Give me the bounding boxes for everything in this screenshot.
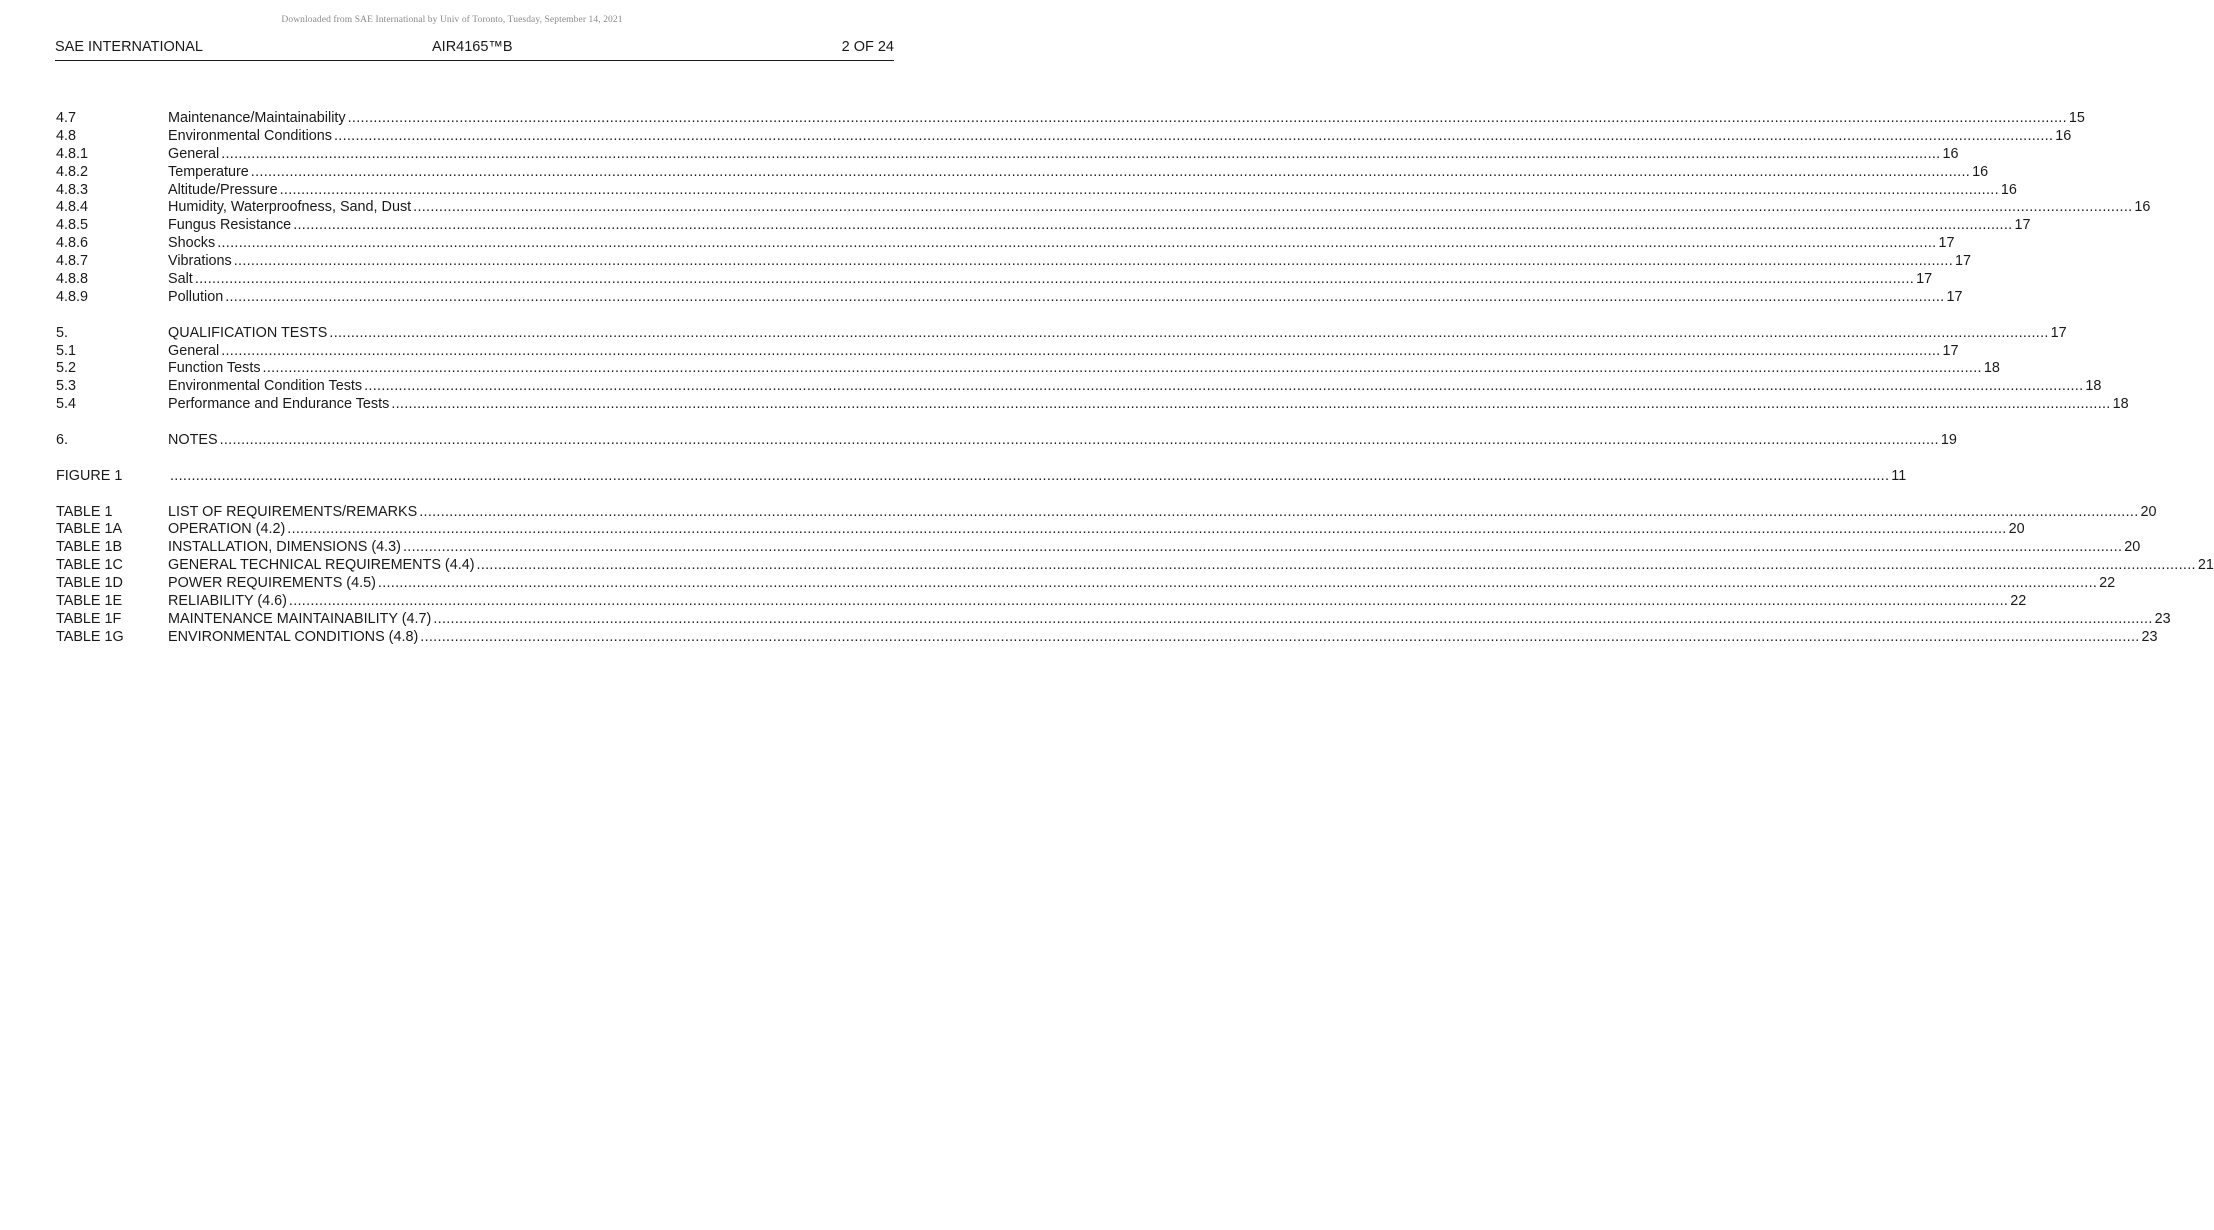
toc-dot-leader: ................................................................................................................................................................................................................................................................................................................................................................................................................: [233, 253, 1954, 270]
toc-dot-leader: ................................................................................................................................................................................................................................................................................................................................................................................................................: [419, 503, 2139, 520]
toc-dot-leader: ................................................................................................................................................................................................................................................................................................................................................................................................................: [221, 342, 1941, 359]
toc-dot-leader: ................................................................................................................................................................................................................................................................................................................................................................................................................: [391, 396, 2111, 413]
table-of-contents: [56, 110, 2214, 647]
toc-entry-page: 23: [2141, 628, 2158, 645]
toc-dot-leader: ................................................................................................................................................................................................................................................................................................................................................................................................................: [402, 539, 2123, 556]
toc-spacer: [56, 307, 894, 325]
toc-entry-title: Environmental Conditions: [168, 127, 332, 144]
toc-entry-title: Temperature: [168, 163, 249, 180]
toc-entry-number: TABLE 1B: [56, 539, 123, 556]
toc-spacer: [56, 414, 894, 432]
toc-entry-number: TABLE 1: [56, 503, 113, 520]
toc-dot-leader: ................................................................................................................................................................................................................................................................................................................................................................................................................: [217, 235, 1937, 252]
toc-entry-number: 4.8.7: [56, 253, 89, 270]
toc-dot-leader: ................................................................................................................................................................................................................................................................................................................................................................................................................: [194, 271, 1915, 288]
toc-entry-number: 4.7: [56, 110, 77, 126]
toc-entry-page: 20: [2140, 503, 2157, 520]
toc-entry-page: 23: [2154, 610, 2171, 627]
toc-dot-leader: ................................................................................................................................................................................................................................................................................................................................................................................................................: [219, 432, 1939, 449]
toc-entry-number: 4.8: [56, 127, 77, 144]
toc-dot-leader: ................................................................................................................................................................................................................................................................................................................................................................................................................: [364, 378, 2084, 395]
download-watermark: Downloaded from SAE International by Univ of Toronto, Tuesday, September 14, 2021: [281, 15, 623, 25]
toc-entry-title: OPERATION (4.2): [168, 521, 286, 538]
toc-entry-page: 11: [1891, 467, 1907, 484]
toc-entry-page: 16: [2000, 181, 2017, 198]
toc-entry-number: TABLE 1D: [56, 575, 123, 592]
toc-entry-page: 17: [2050, 324, 2067, 341]
toc-dot-leader: ................................................................................................................................................................................................................................................................................................................................................................................................................: [420, 628, 2140, 645]
toc-entry-number: 5.3: [56, 378, 77, 395]
toc-dot-leader: ................................................................................................................................................................................................................................................................................................................................................................................................................: [433, 610, 2153, 627]
toc-entry-number: 4.8.8: [56, 271, 89, 288]
toc-entry-title: Salt: [168, 271, 193, 288]
toc-entry-page: 18: [2085, 378, 2102, 395]
toc-entry[interactable]: [56, 593, 2027, 611]
toc-entry-number: 5.4: [56, 396, 77, 413]
toc-dot-leader: ................................................................................................................................................................................................................................................................................................................................................................................................................: [170, 467, 1890, 484]
toc-entry[interactable]: [56, 539, 2141, 557]
toc-entry-title: Maintenance/Maintainability: [168, 110, 346, 126]
toc-entry-title: INSTALLATION, DIMENSIONS (4.3): [168, 539, 401, 556]
toc-entry[interactable]: [56, 217, 2031, 235]
toc-entry-title: General: [168, 145, 220, 162]
toc-entry-page: 17: [1946, 288, 1963, 305]
toc-dot-leader: ................................................................................................................................................................................................................................................................................................................................................................................................................: [413, 199, 2133, 216]
toc-entry-title: Function Tests: [168, 360, 261, 377]
toc-dot-leader: ................................................................................................................................................................................................................................................................................................................................................................................................................: [329, 324, 2049, 341]
toc-entry-page: 16: [1942, 145, 1959, 162]
toc-entry-number: 4.8.5: [56, 217, 89, 234]
toc-entry-title: MAINTENANCE MAINTAINABILITY (4.7): [168, 610, 432, 627]
toc-entry[interactable]: [56, 610, 2171, 629]
toc-entry-number: 5.: [56, 324, 69, 341]
toc-entry-page: 15: [2068, 110, 2085, 126]
toc-entry[interactable]: [56, 575, 2116, 593]
toc-entry[interactable]: [56, 467, 1907, 486]
toc-entry-number: 4.8.1: [56, 145, 89, 162]
toc-entry-title: Humidity, Waterproofness, Sand, Dust: [168, 199, 412, 216]
toc-dot-leader: ................................................................................................................................................................................................................................................................................................................................................................................................................: [262, 360, 1982, 377]
toc-entry-title: NOTES: [168, 432, 218, 449]
toc-entry[interactable]: [56, 163, 1989, 182]
toc-entry-title: General: [168, 342, 220, 359]
header-organization: SAE INTERNATIONAL: [55, 39, 203, 55]
toc-entry-title: RELIABILITY (4.6): [168, 593, 287, 610]
toc-entry-title: ENVIRONMENTAL CONDITIONS (4.8): [168, 628, 419, 645]
toc-entry[interactable]: [56, 628, 2158, 647]
toc-entry-title: Environmental Condition Tests: [168, 378, 363, 395]
toc-dot-leader: ................................................................................................................................................................................................................................................................................................................................................................................................................: [476, 557, 2196, 574]
toc-entry[interactable]: [56, 432, 1957, 450]
toc-entry-page: 17: [1955, 253, 1972, 270]
toc-entry-number: 5.2: [56, 360, 77, 377]
toc-dot-leader: ................................................................................................................................................................................................................................................................................................................................................................................................................: [221, 145, 1941, 162]
toc-entry-page: 16: [1972, 163, 1989, 180]
toc-entry[interactable]: [56, 557, 2214, 575]
toc-entry-number: TABLE 1G: [56, 628, 124, 645]
toc-entry-page: 18: [1983, 360, 2000, 377]
toc-entry[interactable]: [56, 288, 1963, 307]
toc-dot-leader: ................................................................................................................................................................................................................................................................................................................................................................................................................: [250, 163, 1971, 180]
toc-entry-page: 17: [1942, 342, 1959, 359]
toc-entry-title: Altitude/Pressure: [168, 181, 278, 198]
toc-entry-number: 4.8.2: [56, 163, 89, 180]
toc-entry-page: 17: [2014, 217, 2031, 234]
toc-entry-title: Pollution: [168, 288, 224, 305]
toc-entry-page: 21: [2197, 557, 2214, 574]
toc-entry[interactable]: [56, 503, 2157, 522]
toc-entry-number: TABLE 1F: [56, 610, 122, 627]
toc-entry-number: TABLE 1C: [56, 557, 123, 574]
toc-entry[interactable]: [56, 110, 2085, 128]
toc-entry-title: GENERAL TECHNICAL REQUIREMENTS (4.4): [168, 557, 475, 574]
toc-entry-page: 22: [2099, 575, 2116, 592]
toc-entry-page: 22: [2010, 593, 2027, 610]
toc-entry-page: 20: [2124, 539, 2141, 556]
toc-entry-number: 4.8.3: [56, 181, 89, 198]
toc-entry-number: 4.8.4: [56, 199, 89, 216]
toc-entry-title: LIST OF REQUIREMENTS/REMARKS: [168, 503, 418, 520]
toc-entry-number: TABLE 1E: [56, 593, 123, 610]
toc-entry[interactable]: [56, 181, 2017, 200]
toc-entry[interactable]: [56, 324, 2067, 343]
toc-entry-title: Fungus Resistance: [168, 217, 292, 234]
toc-dot-leader: ................................................................................................................................................................................................................................................................................................................................................................................................................: [225, 288, 1945, 305]
toc-dot-leader: ................................................................................................................................................................................................................................................................................................................................................................................................................: [287, 521, 2007, 538]
toc-entry-title: Shocks: [168, 235, 216, 252]
toc-entry[interactable]: [56, 378, 2102, 396]
toc-entry-number: 4.8.9: [56, 288, 89, 305]
toc-entry-title: Performance and Endurance Tests: [168, 396, 390, 413]
header-document-id: AIR4165™B: [432, 39, 513, 55]
toc-entry-page: 19: [1940, 432, 1957, 449]
toc-entry-number: TABLE 1A: [56, 521, 123, 538]
toc-entry-number: 4.8.6: [56, 235, 89, 252]
toc-entry[interactable]: [56, 360, 2000, 378]
toc-dot-leader: ................................................................................................................................................................................................................................................................................................................................................................................................................: [377, 575, 2098, 592]
toc-entry-title: POWER REQUIREMENTS (4.5): [168, 575, 376, 592]
toc-entry[interactable]: [56, 521, 2025, 539]
toc-entry-page: 17: [1938, 235, 1955, 252]
toc-entry[interactable]: [56, 253, 1972, 271]
toc-entry[interactable]: [56, 342, 1959, 361]
toc-entry-page: 17: [1916, 271, 1933, 288]
toc-entry[interactable]: [56, 145, 1959, 164]
toc-spacer: [56, 450, 894, 468]
toc-dot-leader: ................................................................................................................................................................................................................................................................................................................................................................................................................: [347, 110, 2067, 126]
toc-entry[interactable]: [56, 396, 2129, 414]
toc-dot-leader: ................................................................................................................................................................................................................................................................................................................................................................................................................: [288, 593, 2009, 610]
toc-entry-number: 5.1: [56, 342, 77, 359]
toc-spacer: [56, 486, 894, 504]
toc-entry-page: 20: [2008, 521, 2025, 538]
toc-entry-number: 6.: [56, 432, 69, 449]
page-header: [55, 38, 894, 61]
toc-entry[interactable]: [56, 199, 2151, 217]
toc-entry[interactable]: [56, 127, 2072, 146]
toc-dot-leader: ................................................................................................................................................................................................................................................................................................................................................................................................................: [293, 217, 2013, 234]
toc-entry-title: Vibrations: [168, 253, 232, 270]
toc-entry[interactable]: [56, 271, 1933, 289]
toc-entry-page: 16: [2134, 199, 2151, 216]
toc-dot-leader: ................................................................................................................................................................................................................................................................................................................................................................................................................: [333, 127, 2054, 144]
toc-entry-page: 16: [2055, 127, 2072, 144]
toc-entry-title: QUALIFICATION TESTS: [168, 324, 328, 341]
toc-entry[interactable]: [56, 235, 1955, 253]
toc-entry-number: FIGURE 1: [56, 467, 123, 484]
toc-dot-leader: ................................................................................................................................................................................................................................................................................................................................................................................................................: [279, 181, 1999, 198]
header-page-number: 2 OF 24: [841, 39, 894, 55]
toc-entry-page: 18: [2112, 396, 2129, 413]
